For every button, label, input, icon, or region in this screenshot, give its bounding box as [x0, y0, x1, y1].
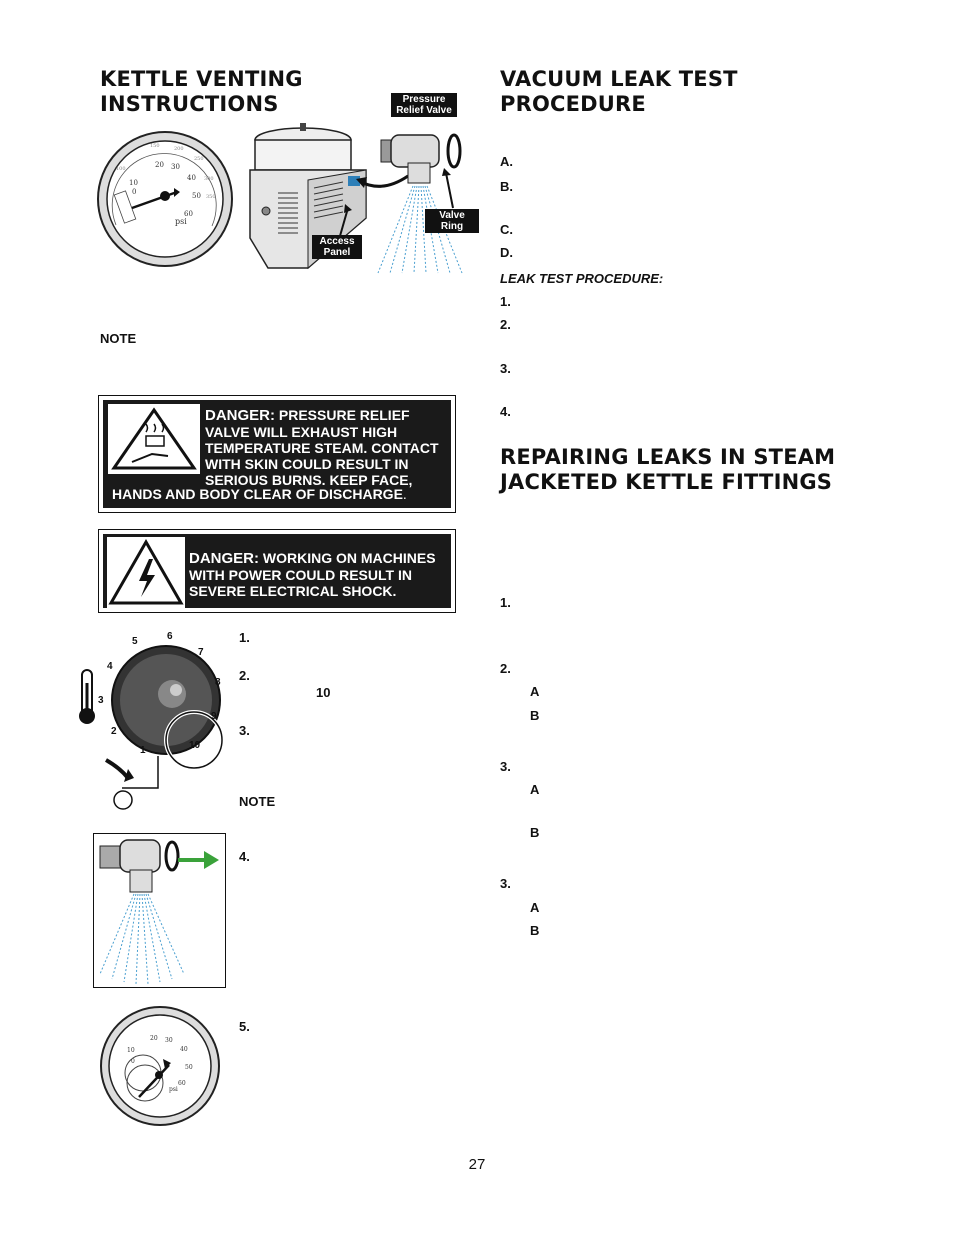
callout-pressure-relief-valve [391, 93, 457, 117]
danger-text: PRESSURE RELIEF [278, 407, 410, 423]
dial-number: 9 [211, 711, 217, 722]
dial-number: 7 [198, 647, 204, 658]
kettle-venting-title [100, 67, 303, 117]
dial-number: 6 [167, 631, 173, 642]
dial-number: 3 [98, 695, 104, 706]
substep-letter: B [530, 825, 540, 840]
svg-text:30: 30 [171, 163, 180, 171]
step-number: 5. [239, 1019, 250, 1034]
svg-text:50: 50 [185, 1064, 193, 1071]
danger-text: SEVERE ELECTRICAL SHOCK. [189, 583, 397, 599]
danger-text: SERIOUS BURNS. KEEP FACE, [205, 472, 413, 488]
svg-text:60: 60 [178, 1080, 186, 1087]
danger-period: . [402, 486, 407, 502]
step-number: 4. [239, 849, 250, 864]
svg-text:300: 300 [204, 176, 214, 182]
svg-text:60: 60 [184, 210, 193, 218]
note-label: NOTE [239, 794, 276, 809]
svg-text:30: 30 [165, 1037, 173, 1044]
svg-text:40: 40 [187, 174, 196, 182]
danger-text: TEMPERATURE STEAM. CONTACT [205, 440, 439, 456]
valve-ring-figure [93, 833, 226, 988]
callout-text: Relief Valve [396, 105, 452, 116]
step-number: 3. [500, 876, 511, 891]
page-number: 27 [468, 1156, 486, 1173]
hot-steam-warning-icon [108, 404, 200, 474]
dial-number: 1 [140, 745, 146, 756]
danger-steam-warning [98, 395, 456, 513]
danger-word: DANGER: [205, 407, 275, 424]
substep-letter: A [530, 900, 540, 915]
danger-text: WITH POWER COULD RESULT IN [189, 567, 412, 583]
callout-text: Valve [439, 210, 465, 221]
svg-text:350: 350 [206, 194, 216, 200]
dial-number: 4 [107, 661, 113, 672]
svg-text:20: 20 [150, 1035, 158, 1042]
pressure-gauge-illustration [96, 130, 234, 268]
danger-text: WITH SKIN COULD RESULT IN [205, 456, 409, 472]
note-label: NOTE [100, 331, 137, 346]
electrical-shock-warning-icon [107, 537, 185, 609]
title-line: PROCEDURE [500, 92, 646, 116]
dial-number: 5 [132, 636, 138, 647]
step-number: 2. [500, 317, 511, 332]
callout-valve-ring [425, 209, 479, 233]
title-line: JACKETED KETTLE FITTINGS [500, 470, 833, 494]
substep-letter: A [530, 782, 540, 797]
step-number: 3. [239, 723, 250, 738]
title-line: VACUUM LEAK TEST [500, 67, 738, 91]
svg-text:psi: psi [169, 1086, 178, 1093]
repairing-leaks-title [500, 445, 835, 495]
title-line: INSTRUCTIONS [100, 92, 279, 116]
svg-text:200: 200 [174, 146, 184, 152]
step-number: 2. [239, 668, 250, 683]
vacuum-leak-test-title [500, 67, 738, 117]
step-number: 4. [500, 404, 511, 419]
svg-text:250: 250 [194, 156, 204, 162]
svg-text:20: 20 [155, 161, 164, 169]
svg-text:150: 150 [150, 143, 160, 149]
danger-word: DANGER: [189, 550, 259, 567]
kettle-illustration [248, 118, 478, 278]
danger-electrical-warning [98, 529, 456, 613]
callout-text: Panel [323, 247, 351, 258]
step-number: 1. [500, 294, 511, 309]
svg-text:0: 0 [132, 188, 137, 196]
section-letter: A. [500, 154, 513, 169]
leak-test-procedure-label: LEAK TEST PROCEDURE: [500, 271, 664, 286]
title-line: KETTLE VENTING [100, 67, 303, 91]
dial-number: 8 [215, 677, 221, 688]
callout-text: Ring [440, 221, 464, 232]
svg-text:0: 0 [131, 1058, 135, 1065]
step-value: 10 [316, 685, 331, 700]
dial-number: 10 [189, 740, 201, 751]
step-number: 3. [500, 361, 511, 376]
substep-letter: B [530, 923, 540, 938]
thermostat-dial-illustration [76, 628, 232, 812]
title-line: REPAIRING LEAKS IN STEAM [500, 445, 836, 469]
step-number: 3. [500, 759, 511, 774]
svg-text:40: 40 [180, 1046, 188, 1053]
svg-text:50: 50 [192, 192, 201, 200]
pressure-gauge-zero-illustration [99, 1005, 221, 1127]
substep-letter: A [530, 684, 540, 699]
step-number: 1. [500, 595, 511, 610]
callout-text: Pressure [402, 94, 446, 105]
dial-number: 2 [111, 726, 117, 737]
svg-text:psi: psi [175, 217, 187, 226]
section-letter: C. [500, 222, 513, 237]
section-letter: B. [500, 179, 513, 194]
danger-text: VALVE WILL EXHAUST HIGH [205, 424, 398, 440]
substep-letter: B [530, 708, 540, 723]
danger-text: HANDS AND BODY CLEAR OF DISCHARGE [112, 486, 403, 502]
svg-text:10: 10 [129, 179, 138, 187]
callout-text: Access [319, 236, 355, 247]
svg-text:10: 10 [127, 1047, 135, 1054]
svg-text:100: 100 [116, 166, 126, 172]
relief-valve-illustration [94, 834, 225, 987]
step-number: 1. [239, 630, 250, 645]
section-letter: D. [500, 245, 513, 260]
callout-access-panel [312, 235, 362, 259]
step-number: 2. [500, 661, 511, 676]
danger-text: WORKING ON MACHINES [262, 550, 436, 566]
